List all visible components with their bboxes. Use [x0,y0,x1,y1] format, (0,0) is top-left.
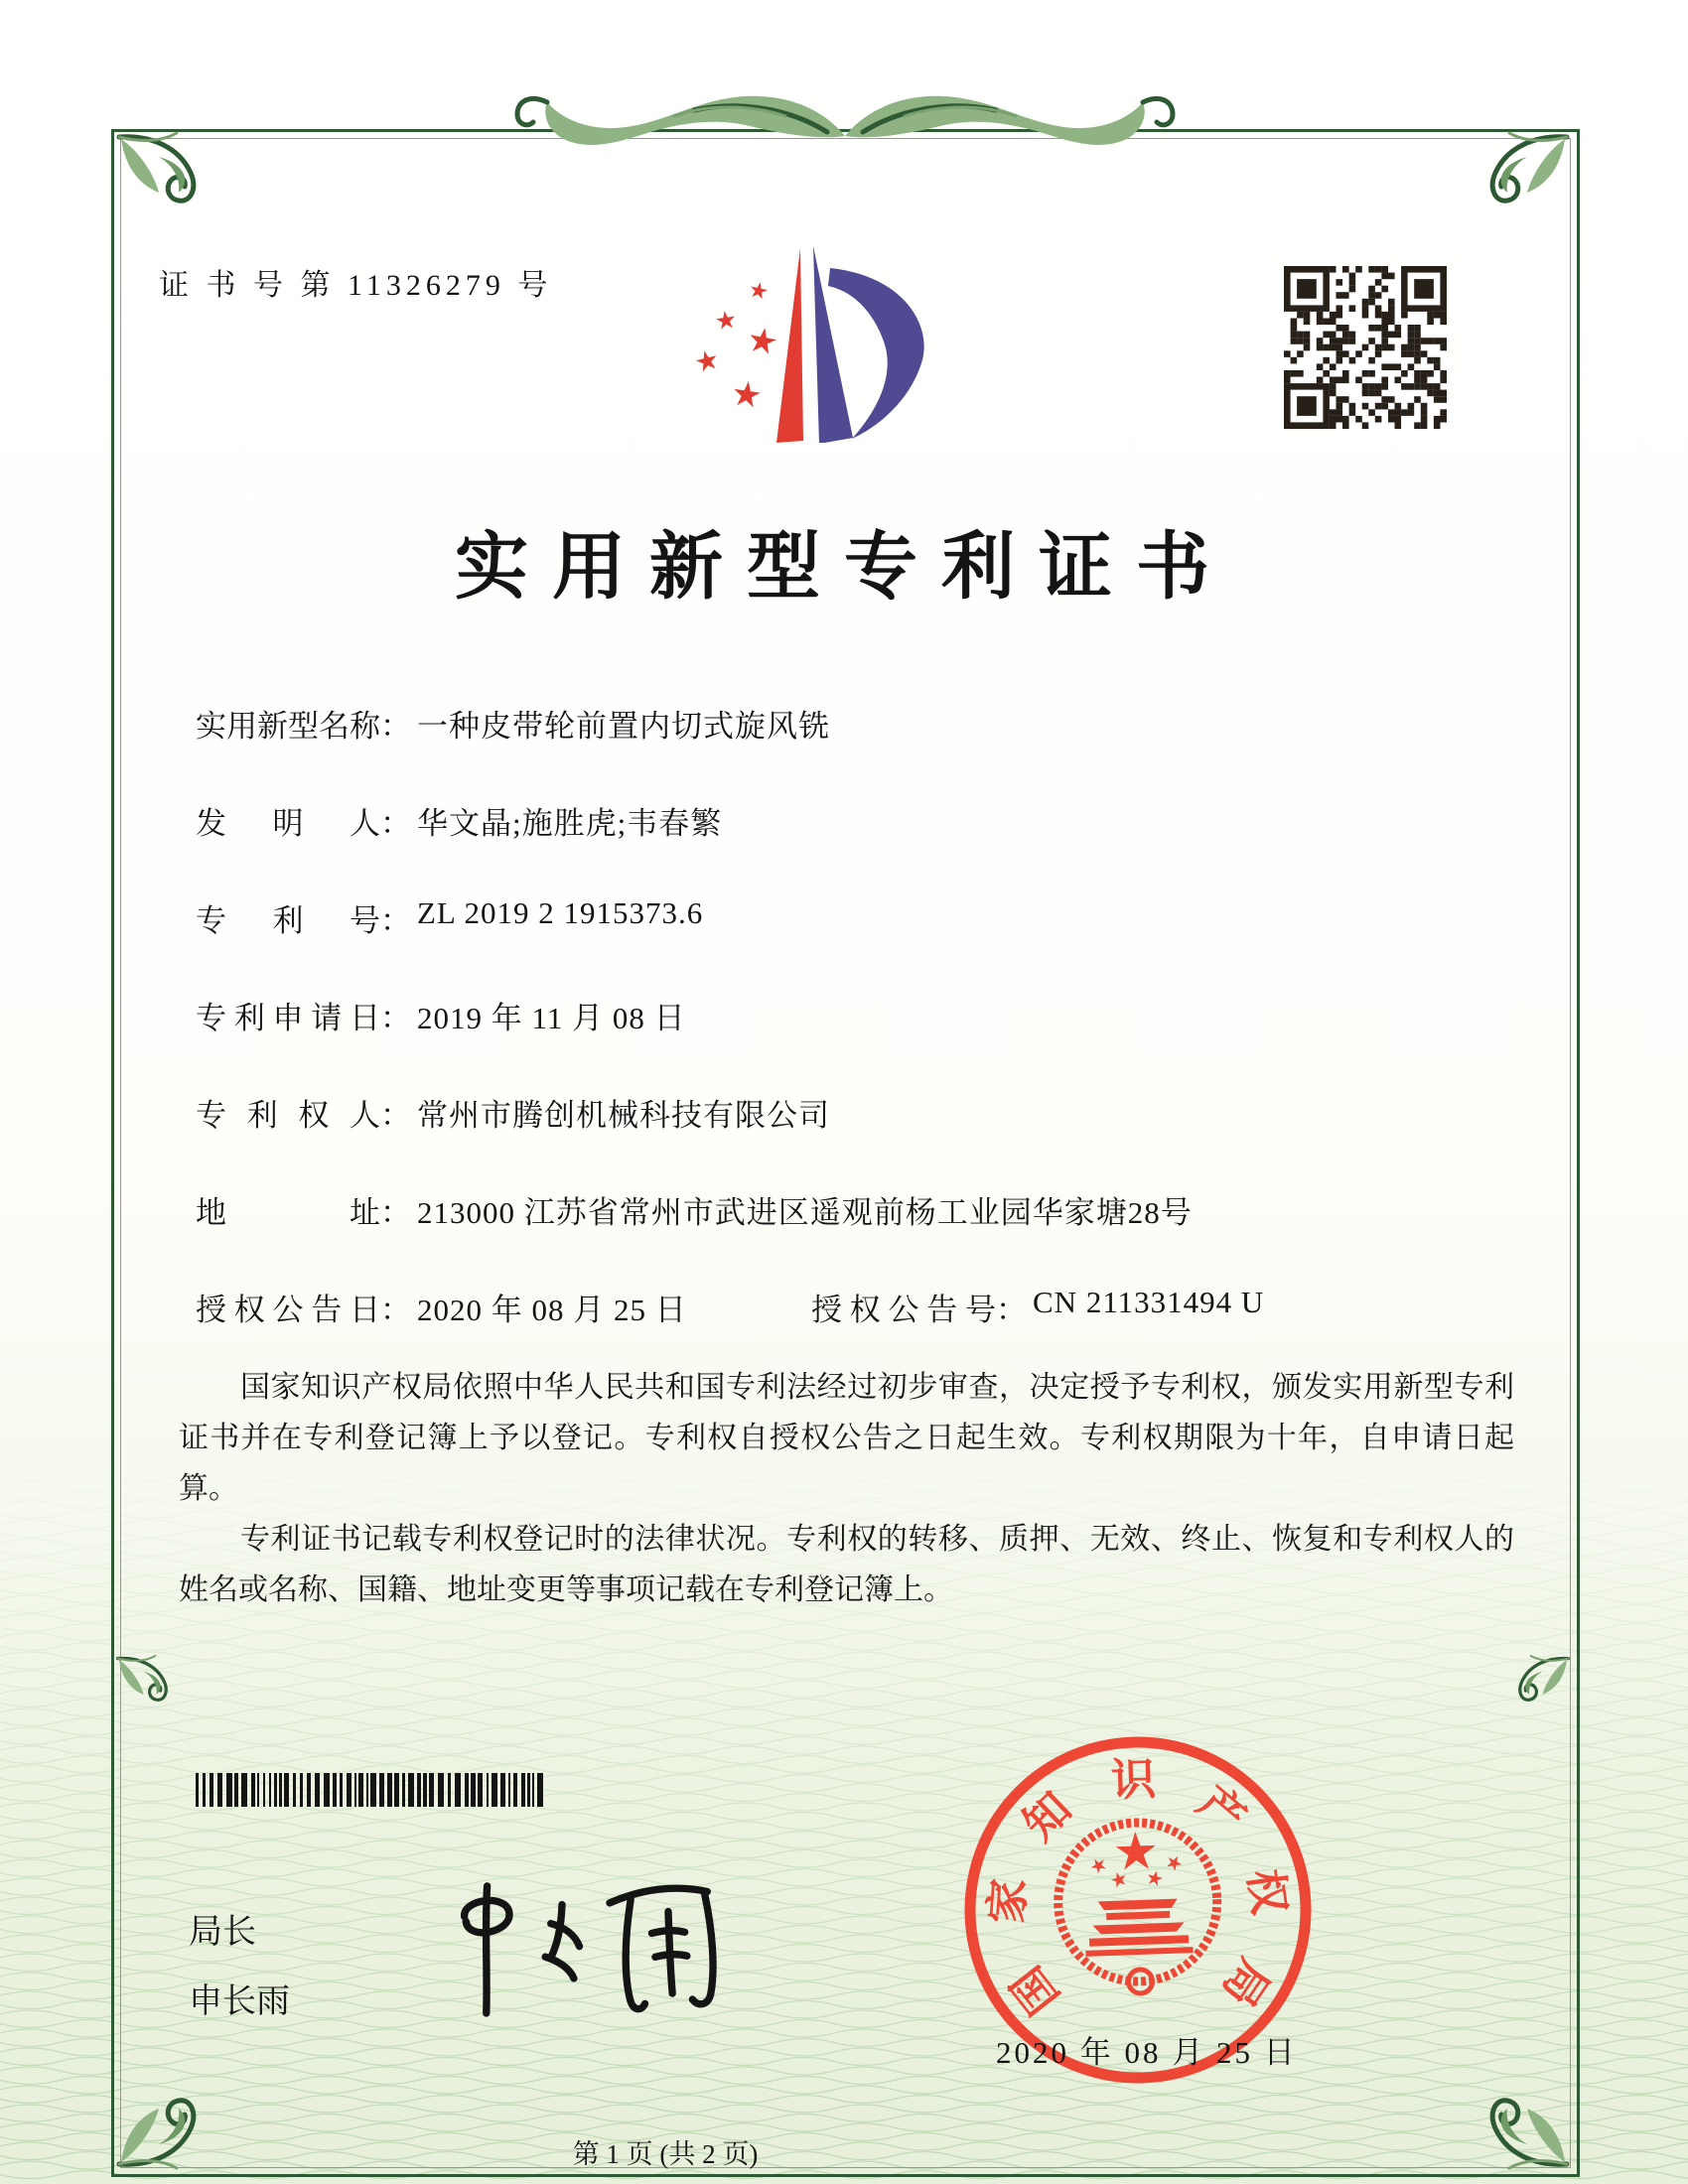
field-row-filing-date [196,993,1516,1038]
svg-text:国: 国 [1002,1957,1069,2023]
svg-text:识: 识 [1110,1754,1157,1806]
svg-text:产: 产 [1188,1777,1255,1844]
field-label: 授权公告号 [811,1293,996,1327]
seal-date: 2020 年 08 月 25 日 [996,2035,1298,2070]
field-label: 专利号 [196,903,380,938]
legal-paragraph-2: 专利证书记载专利权登记时的法律状况。专利权的转移、质押、无效、终止、恢复和专利权人的姓名或名称、国籍、地址变更等事项记载在专利登记簿上。 [179,1523,1514,1606]
national-emblem [1055,1820,1220,1995]
barcode [194,1773,551,1807]
svg-text:家: 家 [981,1876,1035,1926]
field-value: 2020 年 08 月 25 日 [417,1293,687,1327]
field-value: 213000 江苏省常州市武进区遥观前杨工业园华家塘28号 [417,1195,1193,1230]
field-row-inventors [196,798,1516,844]
field-colon: ： [380,1293,411,1327]
signer-name: 申长雨 [189,1983,290,2020]
field-label: 发明人 [196,806,380,841]
field-label: 实用新型名称 [196,709,380,744]
qr-code [1284,266,1447,429]
field-row-patentee [196,1090,1516,1136]
field-value: 华文晶;施胜虎;韦春繁 [417,806,723,841]
field-value: 一种皮带轮前置内切式旋风铣 [417,709,830,744]
field-label: 地址 [196,1195,380,1230]
signer-block [189,1898,290,2037]
certificate-title: 实用新型专利证书 [455,527,1233,609]
field-row-grant [196,1285,1516,1330]
field-value: CN 211331494 U [1033,1285,1265,1319]
cnipa-logo [681,236,941,443]
field-row-name [196,701,1516,747]
field-label: 专利权人 [196,1098,380,1133]
legal-text [179,1362,1514,1615]
signature [366,1835,830,2049]
svg-text:知: 知 [1014,1783,1081,1850]
field-colon: ： [380,1098,411,1133]
svg-text:权: 权 [1238,1866,1295,1918]
field-colon: ： [380,1001,411,1035]
field-colon: ： [380,806,411,841]
field-value: 常州市腾创机械科技有限公司 [417,1098,830,1133]
field-colon: ： [380,903,411,938]
page-number: 第 1 页 (共 2 页) [572,2139,759,2169]
field-colon: ： [380,1195,411,1230]
signer-title: 局长 [189,1914,256,1951]
field-row-address [196,1187,1516,1233]
field-row-patent-no [196,895,1516,941]
field-colon: ： [996,1293,1027,1327]
certificate-number: 证 书 号 第 11326279 号 [159,269,553,302]
field-list [196,701,1516,1382]
field-value: 2019 年 11 月 08 日 [417,1001,686,1035]
field-colon: ： [380,709,411,744]
legal-paragraph-1: 国家知识产权局依照中华人民共和国专利法经过初步审查，决定授予专利权，颁发实用新型专利证书并在专利登记簿上予以登记。专利权自授权公告之日起生效。专利权期限为十年，自申请日起算。 [179,1371,1514,1505]
field-label: 授权公告日 [196,1293,380,1327]
field-value: ZL 2019 2 1915373.6 [417,895,704,930]
svg-text:局: 局 [1212,1950,1279,2015]
grant-number-group [811,1285,1264,1329]
field-label: 专利申请日 [196,1001,380,1035]
